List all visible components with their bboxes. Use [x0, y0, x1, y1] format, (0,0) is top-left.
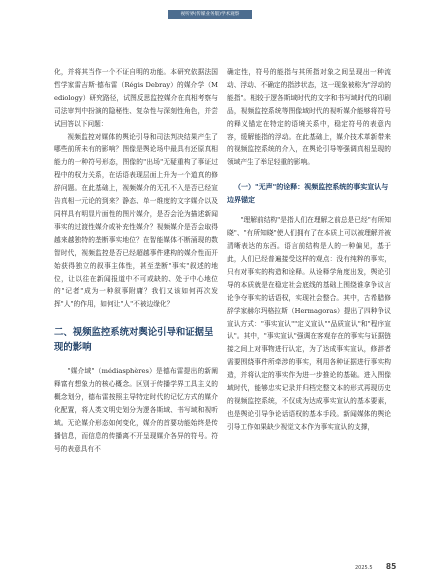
left-paragraph-3: "媒介域"（médiasphères）是德布雷提出的新阐释富有想象力的核心概念。区别于传播学界工具主义的概念划分，德布雷按照主导特定时代的记忆方式的媒介化配置，将人类文明史划分为逻各斯域、书写域和视听域。无论媒介形态如何变化，媒介的首要功能始终是传播信息，而信息的传播离不开呈现媒介各异的符号。符号的表意具有不	[54, 367, 218, 453]
page-number: 85	[385, 562, 397, 571]
subsection-title: （一）"无声"的诠释：视频监控系统的事实宣认与边界锚定	[227, 183, 389, 204]
journal-header-bar	[168, 10, 252, 19]
left-paragraph-2: 视频监控对媒体的舆论引导和司法判决结果产生了哪些前所未有的影响？图像是舆论场中最具有还原真相能力的一种符号形态，图像的"出场"无疑重构了事证过程中的权力关系，在话语表现层面上升为一个道真的修辞问题。在此基础上，视频媒介的无孔不入是否已经宣告真相一元论的到来？静态、单一维度的文字媒介以及同样具有明显片面性的图片媒介，是否会沦为描述新闻事实的过渡性媒介或补充性媒介？视频媒介是否会取得越来越独特的垄断事实地位？在智能媒体不断涌现的数智时代，视频监控是否已经超越事件建构的媒介性而开始获得独立的叙事主体性，甚至垄断"事实"叙述的地位，让以往在新闻报道中不可或缺的、处于中心地位的"记者"成为一种叙事附庸？我们又该如何再次发挥"人"的作用，如何让"人"不被边缘化？	[54, 132, 218, 309]
page-footer	[355, 554, 396, 573]
right-paragraph-1: 确定性，符号的能指与其所指对象之间呈现出一种流动、浮动、不确定的指涉状态，这一现象被称为"浮动的能指"。相较于逻各斯域时代的文字和书写域时代的印刷品，视频监控系统等图像域时代的视听媒介能够将符号的释义锚定在特定的语境关系中，稳定符号的表意内容，缓解能指的浮动。在此基础上，媒介技术革新带来的视频监控系统的介入，在舆论引导等强调真相呈现的领域产生了举足轻重的影响。	[227, 68, 391, 167]
right-paragraph-2: "理解前结构"是指人们在理解之前总是已经"有所知晓"、"有所知晓"使人们拥有了在本质上可以被理解并被清晰表达的东西。语言前结构是人的一种偏见，基于此，人们已经普遍接受这样的观点：没有纯粹的事实，只有对事实的构造和诠释。从诠释学角度出发，舆论引导的本质就是在稳定社会底线的基础上围绕谁拿争议言论争夺事实的话语权，实现社会整合。其中，古希腊修辞学家赫尔玛格拉斯（Hermagoras）提出了四种争议宣认方式："事实宣认""定义宣认""品质宣认"和"程序宣认"。其中，"事实宣认"强调在客观存在的事实与证据链接之间上对事物进行认定，为了达成事实宣认，修辞者需要围绕事件所牵涉的事实，利用各种证据进行事实构造，并将认定的事实作为进一步推论的基础。进入图像域时代，能够忠实记录并归档完整文本的形式再现历史的视频监控系统，不仅成为达成事实宣认的基本要素，也是舆论引导争论话语权的基本手段。新闻媒体的舆论引导工作如果缺少视觉文本作为事实宣认的支撑，	[227, 216, 391, 431]
journal-header-text: 视听界(传媒业务版)学术观察	[180, 12, 240, 17]
right-column	[227, 66, 391, 434]
issue-date: 2025.5	[355, 565, 373, 571]
footer-separator	[378, 565, 381, 571]
left-column	[54, 66, 218, 456]
left-paragraph-1: 化，并将其当作一个不证自明的功能。本研究依据法国哲学家雷吉斯·德布雷（Régis Debray）的媒介学（Mediology）研究路径，试图反思监控媒介在真相考察与司法审判中扮演的隐秘性、复杂性与深刻性角色，并尝试回答以下问题：	[54, 68, 218, 128]
section-title: 二、视频监控系统对舆论引导和证据呈现的影响	[54, 327, 214, 354]
